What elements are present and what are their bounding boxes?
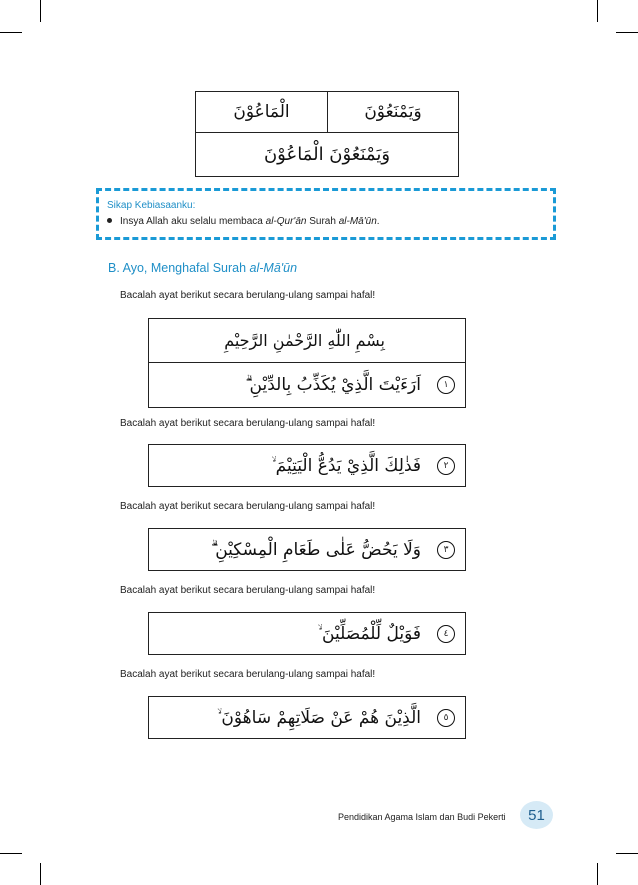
verse-box [148,528,466,571]
verse-box [148,318,466,408]
habit-box [96,188,556,240]
habit-title: Sikap Kebiasaanku: [107,200,196,211]
arabic-phrase: وَيَمْنَعُوْنَ الْمَاعُوْنَ [263,144,391,165]
book-title: Pendidikan Agama Islam dan Budi Pekerti [338,812,506,822]
verse-text: وَلَا يَحُضُّ عَلٰى طَعَامِ الْمِسْكِيْنِ ۗ [210,539,421,560]
habit-text: Surah [306,216,339,227]
crop-mark [40,0,41,22]
verse-text: الَّذِيْنَ هُمْ عَنْ صَلَاتِهِمْ سَاهُوْنَ ۙ [217,707,421,728]
bullet-icon [107,218,112,223]
ayah-number-badge: ٤ [437,625,455,643]
arabic-word: الْمَاعُوْنَ [233,102,290,122]
instruction-text: Bacalah ayat berikut secara berulang-ulang sampai hafal! [120,290,376,301]
instruction-text: Bacalah ayat berikut secara berulang-ulang sampai hafal! [120,669,376,680]
verse-box [148,612,466,655]
verse-text: فَوَيْلٌ لِّلْمُصَلِّيْنَ ۙ [317,623,421,644]
section-label: B. Ayo, Menghafal Surah [108,261,250,275]
habit-item [107,216,380,227]
phrase-cell [196,133,458,176]
basmalah-row [149,319,465,363]
crop-mark [616,853,638,854]
verse-text: اَرَءَيْتَ الَّذِيْ يُكَذِّبُ بِالدِّيْنِ ۗ [245,375,421,395]
instruction-text: Bacalah ayat berikut secara berulang-ulang sampai hafal! [120,585,376,596]
verse-text: فَذٰلِكَ الَّذِيْ يَدُعُّ الْيَتِيْمَ ۙ [271,455,421,476]
habit-text: . [376,216,380,227]
crop-mark [597,863,598,885]
habit-em: al-Qur'ān [265,216,307,227]
verse-box [148,696,466,739]
word-cell-left [196,92,328,133]
page-number: 51 [520,801,553,829]
crop-mark [597,0,598,22]
instruction-text: Bacalah ayat berikut secara berulang-ulang sampai hafal! [120,418,376,429]
verse-box [148,444,466,487]
word-table [195,91,459,177]
habit-em: al-Mā'ūn [338,216,377,227]
crop-mark [616,32,638,33]
ayah-number-badge: ٥ [437,709,455,727]
verse-row [149,363,465,407]
basmalah-text: بِسْمِ اللّٰهِ الرَّحْمٰنِ الرَّحِيْمِ [224,331,385,350]
section-label-em: al-Mā'ūn [249,261,298,275]
crop-mark [0,853,22,854]
section-title [108,261,297,275]
crop-mark [0,32,22,33]
arabic-word: وَيَمْنَعُوْنَ [364,102,422,122]
word-cell-right [328,92,458,133]
crop-mark [40,863,41,885]
instruction-text: Bacalah ayat berikut secara berulang-ulang sampai hafal! [120,501,376,512]
ayah-number-badge: ١ [437,376,455,394]
ayah-number-badge: ٣ [437,541,455,559]
habit-text: Insya Allah aku selalu membaca [120,216,266,227]
ayah-number-badge: ٢ [437,457,455,475]
